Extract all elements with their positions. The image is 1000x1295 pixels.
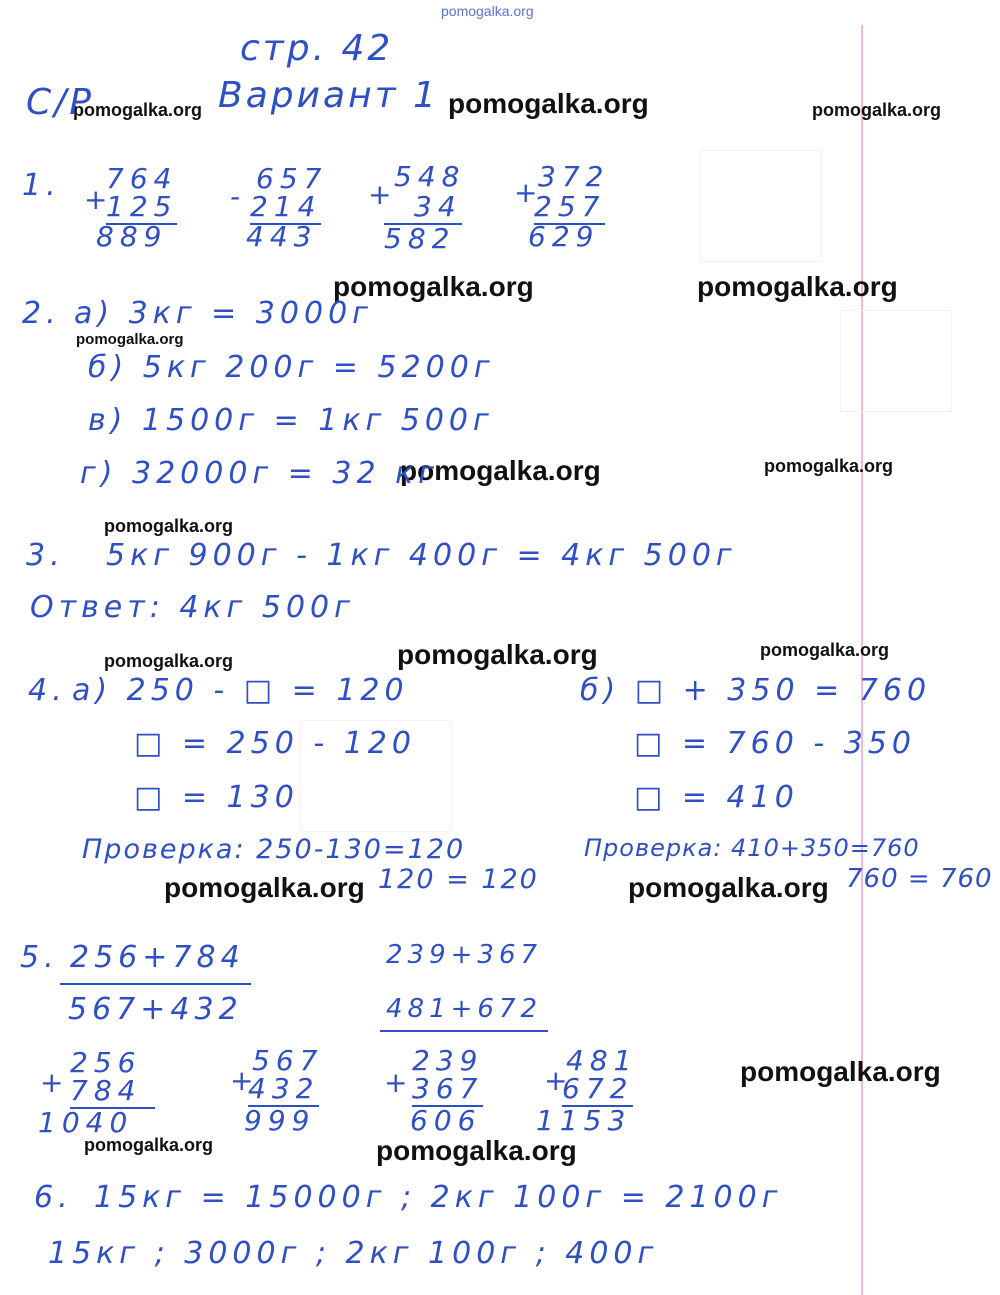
grid-ghost: [840, 310, 952, 412]
task-number: 1.: [22, 168, 61, 203]
watermark: pomogalka.org: [441, 3, 534, 19]
result: 889: [96, 220, 168, 253]
equation-line: а) 250 - □ = 120: [72, 673, 409, 708]
equation-line: □ = 760 - 350: [634, 726, 916, 761]
equation-line: □ = 250 - 120: [134, 726, 416, 761]
operator: +: [40, 1066, 70, 1099]
operand: 784: [70, 1074, 155, 1109]
comparison-top: 256+784: [60, 940, 251, 985]
operand: 125: [106, 190, 178, 223]
operand: 481: [566, 1044, 638, 1077]
result: 999: [244, 1104, 316, 1137]
page-number: стр. 42: [240, 28, 394, 69]
operand: 239: [412, 1044, 484, 1077]
watermark: pomogalka.org: [376, 1135, 577, 1166]
operator: +: [544, 1064, 574, 1097]
watermark: pomogalka.org: [73, 100, 203, 120]
comparison-bottom: 481+672: [380, 994, 548, 1032]
task-number: 4.: [28, 673, 67, 708]
equation-line: □ = 130: [134, 780, 299, 815]
operator: +: [514, 176, 544, 209]
watermark: pomogalka.org: [697, 271, 898, 302]
watermark: pomogalka.org: [764, 456, 894, 476]
equation-line: б) □ + 350 = 760: [580, 673, 932, 708]
result: 1040: [38, 1106, 134, 1139]
operand: 256: [70, 1046, 142, 1079]
answer: Ответ: 4кг 500г: [30, 590, 355, 625]
conversion-line: 15кг = 15000г ; 2кг 100г = 2100г: [94, 1180, 783, 1215]
result: 582: [384, 222, 456, 255]
operand: 548: [394, 160, 466, 193]
operand: 672: [562, 1072, 634, 1105]
watermark: pomogalka.org: [740, 1056, 941, 1087]
operator: +: [230, 1064, 260, 1097]
watermark: pomogalka.org: [104, 516, 234, 536]
result: 1153: [536, 1104, 632, 1137]
ordered-list: 15кг ; 3000г ; 2кг 100г ; 400г: [48, 1236, 659, 1271]
task-number: 5.: [20, 940, 59, 975]
watermark: pomogalka.org: [400, 455, 601, 486]
grid-ghost: [700, 150, 822, 262]
watermark: pomogalka.org: [104, 651, 234, 671]
conversion-line: в) 1500г = 1кг 500г: [88, 403, 494, 438]
task-number: 3.: [26, 538, 65, 573]
comparison-top: 239+367: [386, 940, 543, 970]
operator: +: [84, 183, 114, 216]
conversion-line: б) 5кг 200г = 5200г: [88, 350, 495, 385]
result: 629: [528, 220, 600, 253]
operator: +: [384, 1066, 414, 1099]
task-number: 2.: [22, 296, 61, 331]
watermark: pomogalka.org: [397, 639, 598, 670]
work-label: С/Р: [26, 82, 94, 123]
watermark: pomogalka.org: [76, 331, 184, 348]
operand: 367: [412, 1072, 484, 1105]
result: 606: [410, 1104, 482, 1137]
variant-label: Вариант 1: [218, 75, 439, 116]
operator: -: [230, 180, 247, 213]
operand: 257: [534, 190, 606, 223]
operand: 372: [538, 160, 610, 193]
operator: +: [368, 178, 398, 211]
conversion-line: г) 32000г = 32 кг: [80, 456, 439, 491]
comparison-bottom: 567+432: [68, 992, 243, 1027]
operand: 657: [256, 162, 328, 195]
expression: 5кг 900г - 1кг 400г = 4кг 500г: [106, 538, 737, 573]
operand: 764: [106, 162, 178, 195]
equation-line: □ = 410: [634, 780, 799, 815]
check-line: 760 = 760: [846, 864, 993, 894]
watermark: pomogalka.org: [760, 640, 890, 660]
conversion-line: а) 3кг = 3000г: [74, 296, 373, 331]
result: 443: [246, 220, 318, 253]
watermark: pomogalka.org: [628, 872, 829, 903]
task-number: 6.: [34, 1180, 73, 1215]
operand: 567: [252, 1044, 324, 1077]
watermark: pomogalka.org: [448, 88, 649, 119]
check-line: Проверка: 410+350=760: [584, 834, 920, 862]
watermark: pomogalka.org: [333, 271, 534, 302]
watermark: pomogalka.org: [812, 100, 942, 120]
operand: 34: [384, 190, 462, 225]
watermark: pomogalka.org: [84, 1135, 214, 1155]
operand: 432: [248, 1072, 320, 1105]
operand: 214: [250, 190, 322, 223]
check-line: 120 = 120: [378, 864, 539, 895]
check-line: Проверка: 250-130=120: [82, 834, 466, 865]
watermark: pomogalka.org: [164, 872, 365, 903]
